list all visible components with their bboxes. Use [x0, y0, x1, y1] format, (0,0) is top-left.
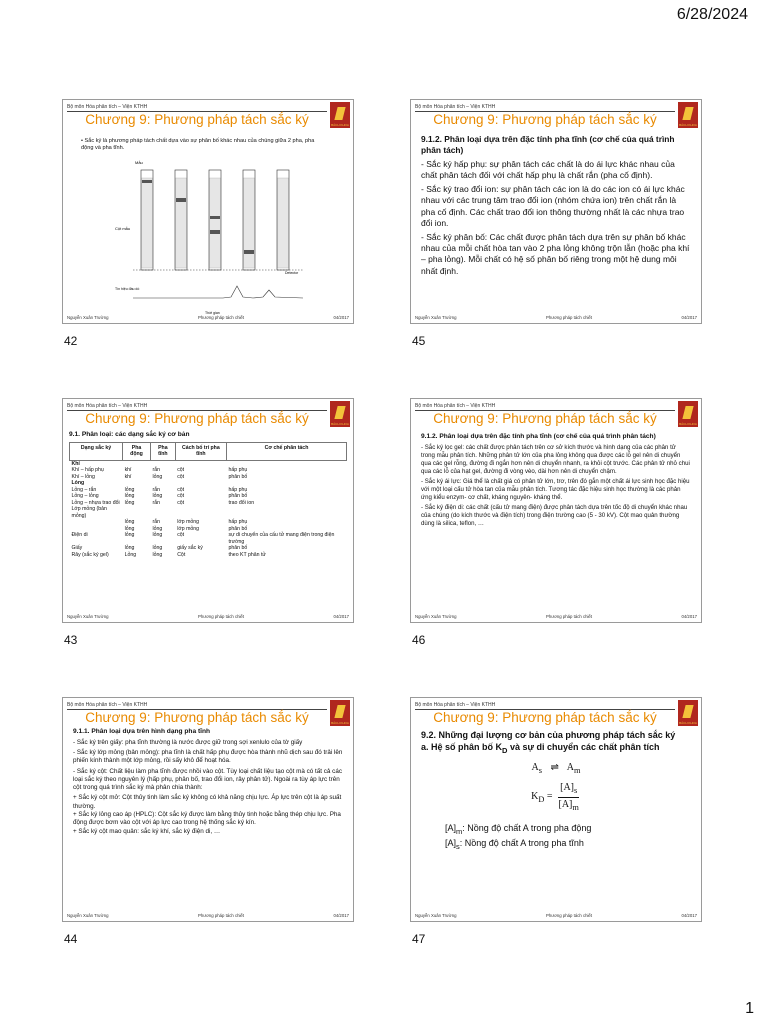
bullet-text: • Sắc ký là phương pháp tách chất dựa vào sự phân bố khác nhau của chúng giữa 2 pha, pha động và pha tĩnh.	[81, 138, 315, 152]
table-cell: Giấy	[71, 545, 83, 552]
table-cell: lỏng	[124, 525, 135, 532]
section-heading: 9.1. Phân loại: các dạng sắc ký cơ bản	[69, 431, 190, 438]
slide-number-44: 44	[64, 932, 78, 946]
slide-header: Bộ môn Hóa phân tích – Viện KTHH	[67, 702, 148, 708]
table-cell: cột	[177, 473, 185, 480]
table-header-cell: Pha tĩnh	[150, 442, 175, 460]
table-cell: Cột	[177, 551, 186, 558]
table-cell: lỏng	[152, 525, 163, 532]
table-header-cell: Pha động	[123, 442, 151, 460]
table-cell: rắn	[152, 467, 160, 474]
list-item: - Sắc ký trao đổi ion: sự phân tách các ion là do các ion có ái lực khác nhau với các trung tâm trao đổi ion (nhóm chứa ion) trên chất rắn là pha cố định. Các chất trao đổi ion thông thường nhất là các nhựa trao đổi ion.	[421, 183, 685, 229]
chromatography-figure	[113, 158, 313, 318]
table-cell: lỏng	[152, 532, 163, 539]
list-item: - Sắc ký điện di: các chất (cấu tử mang điện) được phân tách dựa trên tốc độ di chuyển khác nhau của chúng (do kích thước và điện tích) trong điện trường cao (5 - 30 kV). Cột mao quản thường dùng là silica, teflon, …	[421, 503, 688, 527]
table-cell: cột	[177, 493, 185, 500]
table-cell: cột	[177, 499, 185, 506]
slide-title: Chương 9: Phương pháp tách sắc ký	[85, 411, 309, 426]
table-cell: cột	[177, 486, 185, 493]
subsection-heading: a. Hệ số phân bố $K_D$ và sự di chuyển các chất phân tích	[421, 741, 660, 755]
table-row	[70, 460, 347, 467]
slide-footer: Nguyễn Xuân Trường Phương pháp tách chiết 04/2017	[415, 913, 697, 918]
table-cell	[226, 506, 346, 519]
table-cell: lỏng	[124, 499, 135, 506]
table-cell: lỏng	[124, 486, 135, 493]
table-cell	[123, 460, 151, 467]
section-heading: 9.1.1. Phân loại dựa trên hình dạng pha tĩnh	[73, 728, 211, 735]
definition-stationary-phase: $[A]_s$: Nồng độ chất A trong pha tĩnh	[445, 838, 584, 852]
fig-label-column: Cột mẫu	[115, 226, 131, 231]
slide-title: Chương 9: Phương pháp tách sắc ký	[85, 710, 309, 725]
list-item: - Sắc ký cột: Chất liệu làm pha tĩnh được nhồi vào cột. Tùy loại chất liệu tạo cột mà có tất cả các loại sắc ký theo nguyên lý (hấp phụ, phân bố, trao đổi ion, rây phân tử). Ngoài ra tùy áp lực trên cột trong quá trình sắc ký mà phân chia thành:	[73, 767, 342, 792]
university-logo: BÁCH KHOA	[330, 401, 350, 427]
slide-title: Chương 9: Phương pháp tách sắc ký	[433, 710, 657, 725]
university-logo: BÁCH KHOA	[678, 700, 698, 726]
table-cell: phân bố	[228, 545, 248, 552]
partition-coefficient-formula: $K_D$ = $\frac{[A]_s}{[A]_m}$	[531, 782, 579, 813]
slide-header: Bộ môn Hóa phân tích – Viện KTHH	[415, 702, 496, 708]
table-cell: Rây (sắc ký gel)	[71, 551, 109, 558]
table-cell	[226, 460, 346, 467]
table-cell: Lớp mỏng (bản mỏng)	[71, 506, 107, 519]
list-item: - Sắc ký lớp mỏng (bản mỏng): pha tĩnh là chất hấp phụ được hòa thành nhũ dịch sau đó trải lên phiến kính thành một lớp mỏng, rồi sấy khô để hoạt hóa.	[73, 749, 343, 765]
slide-number-42: 42	[64, 334, 78, 348]
slide-45	[410, 99, 702, 324]
table-cell: Lỏng – nhựa trao đổi	[71, 499, 120, 506]
slide-footer: Nguyễn Xuân Trường Phương pháp tách chiết 04/2017	[67, 315, 349, 320]
table-cell: phân bố	[228, 473, 248, 480]
table-cell: Khí – hấp phụ	[71, 467, 104, 474]
slide-number-47: 47	[412, 932, 426, 946]
table-cell: giấy sắc ký	[177, 545, 203, 552]
slide-title: Chương 9: Phương pháp tách sắc ký	[85, 112, 309, 127]
slide-header: Bộ môn Hóa phân tích – Viện KTHH	[415, 403, 496, 409]
list-item: - Sắc ký trên giấy: pha tĩnh thường là nước được giữ trong sợi xenlulo của tờ giấy	[73, 738, 303, 746]
table-cell: lỏng	[124, 545, 135, 552]
table-cell: lớp mỏng	[177, 519, 200, 526]
table-cell: trao đổi ion	[228, 499, 255, 506]
table-cell	[175, 460, 226, 467]
table-row	[70, 552, 347, 559]
slide-43	[62, 398, 354, 623]
table-cell: hấp phụ	[228, 519, 248, 526]
table-cell: Khí – lỏng	[71, 473, 95, 480]
slide-44	[62, 697, 354, 922]
fig-label-detector: Detector	[285, 271, 299, 275]
section-heading: 9.1.2. Phân loại dựa trên đặc tính pha tĩnh (cơ chế của quá trình phân tách)	[421, 433, 656, 440]
table-cell: lớp mỏng	[177, 525, 200, 532]
list-item: + Sắc ký cột mở: Cột thủy tinh làm sắc ký không có khả năng chịu lực. Áp lực trên cột là áp suất thường.	[73, 794, 342, 810]
definition-mobile-phase: $[A]_m$: Nồng độ chất A trong pha động	[445, 823, 592, 836]
slide-header: Bộ môn Hóa phân tích – Viện KTHH	[67, 104, 148, 110]
table-cell: lỏng	[152, 551, 163, 558]
slide-title: Chương 9: Phương pháp tách sắc ký	[433, 411, 657, 426]
slide-42	[62, 99, 354, 324]
slide-46	[410, 398, 702, 623]
table-cell: khí	[124, 467, 132, 474]
university-logo: BÁCH KHOA	[330, 102, 350, 128]
fig-label-time: Thời gian	[205, 311, 220, 315]
table-cell	[175, 506, 226, 519]
slide-title: Chương 9: Phương pháp tách sắc ký	[433, 112, 657, 127]
table-cell: Lỏng	[71, 480, 85, 487]
table-cell	[150, 506, 175, 519]
table-row	[70, 506, 347, 519]
table-cell: Khí	[71, 460, 80, 467]
university-logo: BÁCH KHOA	[330, 700, 350, 726]
slide-footer: Nguyễn Xuân Trường Phương pháp tách chiết 04/2017	[415, 614, 697, 619]
slide-number-43: 43	[64, 633, 78, 647]
list-item: - Sắc ký ái lực: Giá thể là chất giá có phân tử lớn, trơ, trên đó gắn một chất ái lực sinh học đặc hiệu với một loại cấu tử hòa tan của mẫu phân tích. Tương tác đặc hiệu sinh học thường là các phản ứng kiểu enzym- cơ chất, kháng nguyên- kháng thể.	[421, 477, 690, 501]
slide-header: Bộ môn Hóa phân tích – Viện KTHH	[67, 403, 148, 409]
table-cell: Lỏng	[124, 551, 137, 558]
table-cell: khí	[124, 473, 132, 480]
table-cell: rắn	[152, 519, 160, 526]
table-cell: lỏng	[124, 532, 135, 539]
table-row	[70, 532, 347, 545]
slide-number-45: 45	[412, 334, 426, 348]
print-date: 6/28/2024	[676, 6, 748, 23]
table-cell	[123, 506, 151, 519]
table-cell: Lỏng – lỏng	[71, 493, 99, 500]
table-cell: hấp phụ	[228, 486, 248, 493]
table-cell: rắn	[152, 486, 160, 493]
table-cell: theo KT phân tử	[228, 551, 266, 558]
fig-label-sample: Mẫu	[135, 160, 143, 165]
page-number: 1	[745, 1000, 754, 1017]
slide-footer: Nguyễn Xuân Trường Phương pháp tách chiết 04/2017	[67, 614, 349, 619]
section-heading: 9.2. Những đại lượng cơ bản của phương pháp tách sắc ký	[421, 730, 676, 740]
slide-47	[410, 697, 702, 922]
table-cell: lỏng	[124, 519, 135, 526]
table-cell: phân bố	[228, 493, 248, 500]
equilibrium-equation: $A_s$ ⇌ $A_m$	[531, 762, 581, 776]
list-item: + Sắc ký cột mao quản: sắc ký khí, sắc ký điện di, …	[73, 827, 221, 835]
slide-footer: Nguyễn Xuân Trường Phương pháp tách chiết 04/2017	[67, 913, 349, 918]
chromatography-types-table	[69, 442, 347, 559]
table-cell: sự di chuyển của cấu tử mang điện trong điện trường	[228, 532, 335, 545]
table-cell: rắn	[152, 499, 160, 506]
slide-number-46: 46	[412, 633, 426, 647]
table-cell: cột	[177, 467, 185, 474]
table-header-cell: Dạng sắc ký	[70, 442, 123, 460]
table-cell: phân bố	[228, 525, 248, 532]
table-cell: Điện di	[71, 532, 88, 539]
table-cell: lỏng	[152, 473, 163, 480]
section-heading: 9.1.2. Phân loại dựa trên đặc tính pha tĩnh (cơ chế của quá trình phân tách)	[421, 134, 675, 156]
list-item: + Sắc ký lỏng cao áp (HPLC): Cột sắc ký được làm bằng thủy tinh hoặc bằng thép chịu lực. Pha động được bơm vào cột với áp lực cao trong hệ thống sắc ký kín.	[73, 811, 341, 827]
fig-label-signal: Tín hiệu đầu dò	[115, 287, 140, 291]
table-header-cell: Cơ chế phân tách	[226, 442, 346, 460]
slide-footer: Nguyễn Xuân Trường Phương pháp tách chiết 04/2017	[415, 315, 697, 320]
table-header-cell: Cách bố trí pha tĩnh	[175, 442, 226, 460]
list-item: - Sắc ký phân bố: Các chất được phân tách dựa trên sự phân bố khác nhau của mỗi chất hòa tan vào 2 pha lỏng không trộn lẫn (hoặc pha khí – pha lỏng). Mỗi chất có hệ số phân bố riêng trong một hệ dung môi nhất định.	[421, 231, 690, 276]
table-cell: cột	[177, 532, 185, 539]
slide-header: Bộ môn Hóa phân tích – Viện KTHH	[415, 104, 496, 110]
university-logo: BÁCH KHOA	[678, 401, 698, 427]
table-cell: lỏng	[152, 493, 163, 500]
table-cell: hấp phụ	[228, 467, 248, 474]
list-item: - Sắc ký hấp phụ: sự phân tách các chất là do ái lực khác nhau của chất phân tách đối với chất hấp phụ là chất rắn (pha cố định).	[421, 158, 675, 181]
table-cell: Lỏng – rắn	[71, 486, 97, 493]
table-cell: lỏng	[124, 493, 135, 500]
list-item: - Sắc ký lọc gel: các chất được phân tách trên cơ sở kích thước và hình dạng của các phân tử trong mẫu phân tích. Những phân tử lớn của pha lỏng không qua được các lỗ gel nên di chuyển qua các gel rỗng, đường đi ngắn hơn nên di chuyển nhanh, ra khỏi cột trước. Các phân tử nhỏ chui qua các lỗ của hạt gel, đường đi vòng vèo, dài hơn nên di chuyển chậm.	[421, 443, 690, 475]
table-cell: lỏng	[152, 545, 163, 552]
university-logo: BÁCH KHOA	[678, 102, 698, 128]
